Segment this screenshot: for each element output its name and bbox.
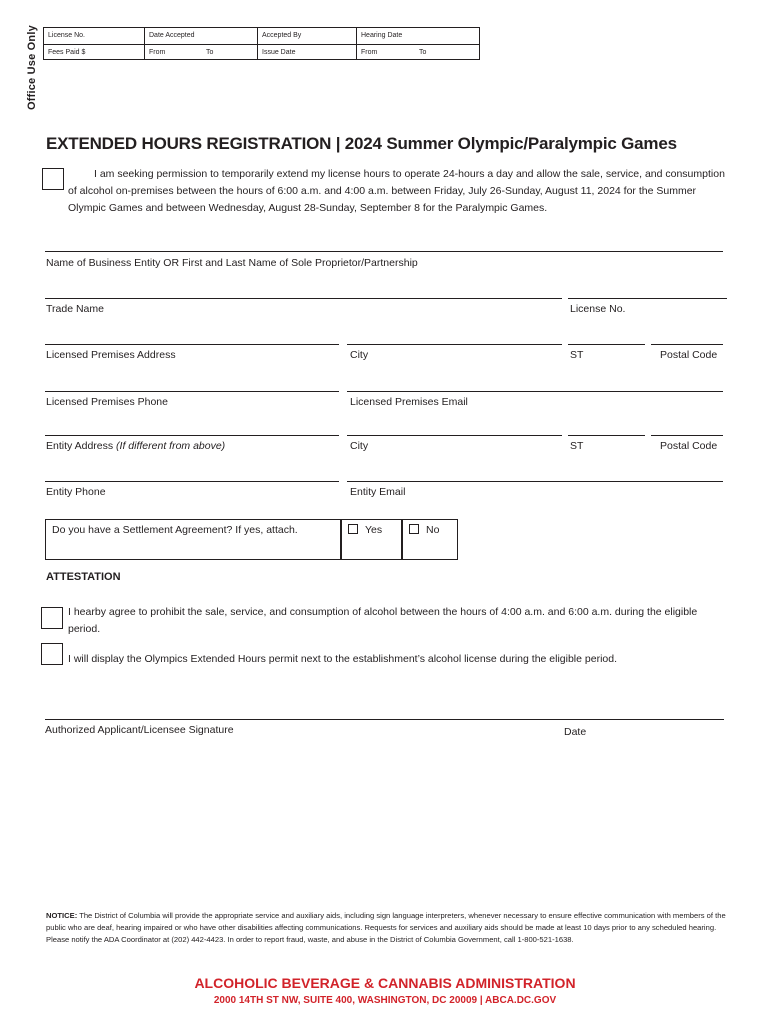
attestation-item-1: I hearby agree to prohibit the sale, service, and consumption of alcohol between the hours of 4:00 a.m. and 6:00 a.m. during the eligible period. xyxy=(68,606,698,635)
signature-label: Authorized Applicant/Licensee Signature xyxy=(45,724,234,736)
settlement-yes-option[interactable] xyxy=(341,519,402,560)
st-label: ST xyxy=(570,349,584,361)
permission-checkbox[interactable] xyxy=(42,168,64,190)
office-date-accepted: Date Accepted xyxy=(145,28,258,44)
st-label-2: ST xyxy=(570,440,584,452)
form-title: EXTENDED HOURS REGISTRATION | 2024 Summer Olympic/Paralympic Games xyxy=(46,134,677,153)
office-from-label: From xyxy=(149,49,166,56)
entity-address-label xyxy=(46,440,225,452)
business-entity-line[interactable] xyxy=(45,251,723,252)
premises-phone-label: Licensed Premises Phone xyxy=(46,396,168,408)
office-accepted-by: Accepted By xyxy=(258,28,357,44)
business-entity-label: Name of Business Entity OR First and Last Name of Sole Proprietor/Partnership xyxy=(46,257,418,269)
office-license-no: License No. xyxy=(44,28,145,44)
entity-address-text: Entity Address xyxy=(46,440,117,452)
office-from-label-2: From xyxy=(361,49,378,56)
notice-body: The District of Columbia will provide the appropriate service and auxiliary aids, including sign language interpreters, whenever necessary to ensure effective communication with members of the public who are deaf, hearing impaired or who have other disabilities affecting communications. Requests for services and auxiliary aids should be made at least 10 days prior to any scheduled hearing. Please notify the ADA Coordinator at (202) 442-4423. In order to report fraud, waste, and abuse in the District of Columbia Government, call 1-800-521-1638. xyxy=(46,911,726,944)
office-issue-date: Issue Date xyxy=(258,44,357,60)
agency-address: 2000 14TH ST NW, SUITE 400, WASHINGTON, DC 20009 | ABCA.DC.GOV xyxy=(213,995,557,1006)
attestation-checkbox-1[interactable] xyxy=(41,607,63,629)
trade-name-label: Trade Name xyxy=(46,303,104,315)
city-label: City xyxy=(350,349,369,361)
city-line-2[interactable] xyxy=(347,435,562,436)
attestation-heading: ATTESTATION xyxy=(46,571,121,583)
notice-lead: NOTICE: xyxy=(46,911,78,920)
premises-address-line[interactable] xyxy=(45,344,339,345)
entity-phone-label: Entity Phone xyxy=(46,486,106,498)
st-line-2[interactable] xyxy=(568,435,645,436)
office-to-label-2: To xyxy=(419,49,427,56)
office-use-table xyxy=(43,27,480,60)
settlement-no-option[interactable] xyxy=(402,519,458,560)
agency-name: ALCOHOLIC BEVERAGE & CANNABIS ADMINISTRATION xyxy=(194,975,576,991)
entity-address-note: (If different from above) xyxy=(116,440,226,452)
premises-email-label: Licensed Premises Email xyxy=(350,396,468,408)
office-hearing-date: Hearing Date xyxy=(361,32,403,39)
premises-phone-line[interactable] xyxy=(45,391,339,392)
attestation-item-2: I will display the Olympics Extended Hours permit next to the establishment’s alcohol license during the eligible period. xyxy=(68,653,618,665)
entity-email-label: Entity Email xyxy=(350,486,406,498)
office-from-cell xyxy=(145,44,258,60)
date-label: Date xyxy=(564,726,587,738)
office-to-label: To xyxy=(206,49,214,56)
office-fees-paid: Fees Paid $ xyxy=(44,44,145,60)
postal-code-label: Postal Code xyxy=(660,349,718,361)
entity-address-line[interactable] xyxy=(45,435,339,436)
no-label: No xyxy=(426,524,440,536)
entity-phone-line[interactable] xyxy=(45,481,339,482)
city-label-2: City xyxy=(350,440,369,452)
settlement-question-box xyxy=(45,519,341,560)
office-from-cell-2 xyxy=(357,44,479,60)
postal-code-line-2[interactable] xyxy=(651,435,723,436)
license-no-label: License No. xyxy=(570,303,626,315)
premises-address-label: Licensed Premises Address xyxy=(46,349,176,361)
license-no-line[interactable] xyxy=(568,298,727,299)
postal-code-line[interactable] xyxy=(651,344,723,345)
permission-text: I am seeking permission to temporarily extend my license hours to operate 24-hours a day and allow the sale, service, and consumption of alcohol on-premises between the hours of 6:00 a.m. and 4:00 a.m. between Friday, July 26-Sunday, August 11, 2024 for the Summer Olympic Games and between Wednesday, August 28-Sunday, September 8 for the Paralympic Games. xyxy=(68,168,725,214)
attestation-checkbox-2[interactable] xyxy=(41,643,63,665)
settlement-question: Do you have a Settlement Agreement? If yes, attach. xyxy=(52,524,298,536)
yes-checkbox[interactable] xyxy=(348,524,358,534)
entity-email-line[interactable] xyxy=(347,481,723,482)
signature-line[interactable] xyxy=(45,719,724,720)
trade-name-line[interactable] xyxy=(45,298,562,299)
notice-text xyxy=(46,910,726,946)
yes-label: Yes xyxy=(365,524,383,536)
city-line[interactable] xyxy=(347,344,562,345)
st-line[interactable] xyxy=(568,344,645,345)
office-use-label: Office Use Only xyxy=(26,25,38,110)
premises-email-line[interactable] xyxy=(347,391,723,392)
no-checkbox[interactable] xyxy=(409,524,419,534)
postal-code-label-2: Postal Code xyxy=(660,440,718,452)
